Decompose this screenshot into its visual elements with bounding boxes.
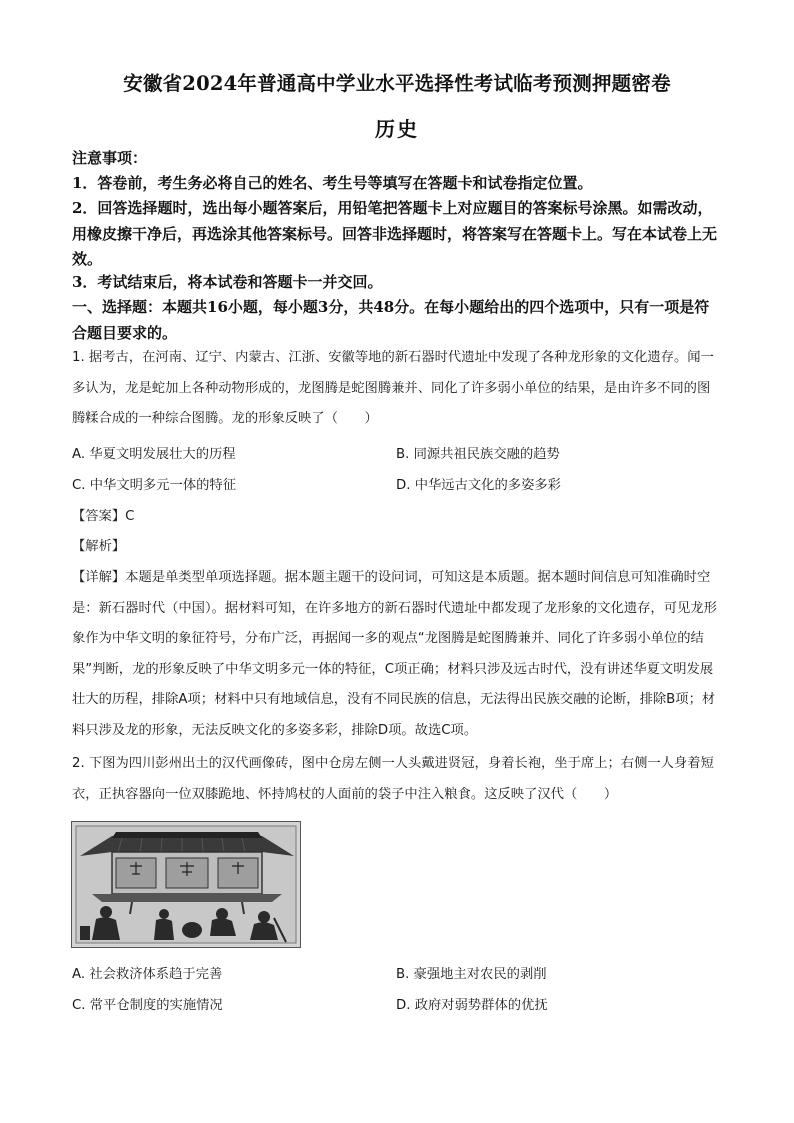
exam-title: 安徽省2024年普通高中学业水平选择性考试临考预测押题密卷	[123, 72, 671, 95]
section-heading: 一、选择题：本题共16小题，每小题3分，共48分。在每小题给出的四个选项中，只有一项是符合题目要求的。	[72, 298, 710, 342]
q2-option-b: B. 豪强地主对农民的剥削	[396, 967, 547, 982]
notice-item-2: 2．回答选择题时，选出每小题答案后，用铅笔把答题卡上对应题目的答案标号涂黑。如需改动，用橡皮擦干净后，再选涂其他答案标号。回答非选择题时，将答案写在答题卡上。写在本试卷上无效。	[72, 199, 718, 268]
notice-heading: 注意事项：	[72, 149, 148, 167]
q2-option-a: A. 社会救济体系趋于完善	[72, 967, 223, 982]
notice-item-3: 3．考试结束后，将本试卷和答题卡一并交回。	[72, 273, 383, 291]
q1-answer: 【答案】C	[72, 509, 135, 524]
q1-analysis-label: 【解析】	[72, 539, 126, 554]
q2-option-d: D. 政府对弱势群体的优抚	[396, 998, 548, 1013]
q2-option-c: C. 常平仓制度的实施情况	[72, 998, 223, 1013]
q1-option-c: C. 中华文明多元一体的特征	[72, 478, 237, 493]
question-2-stem: 2. 下图为四川彭州出土的汉代画像砖，图中仓房左侧一人头戴进贤冠，身着长袍，坐于席上；右侧一人身着短衣，正执容器向一位双膝跪地、怀持鸠杖的人面前的袋子中注入粮食。这反映了汉代（ ）	[72, 756, 714, 802]
question-1-stem: 1. 据考古，在河南、辽宁、内蒙古、江浙、安徽等地的新石器时代遗址中发现了各种龙形象的文化遗存。闻一多认为，龙是蛇加上各种动物形成的，龙图腾是蛇图腾兼并、同化了许多弱小单位的结果，是由许多不同的图腾糅合成的一种综合图腾。龙的形象反映了（ ）	[72, 350, 714, 426]
notice-item-1: 1．答卷前，考生务必将自己的姓名、考生号等填写在答题卡和试卷指定位置。	[72, 174, 593, 192]
q1-option-a: A. 华夏文明发展壮大的历程	[72, 447, 236, 462]
q1-detail: 【详解】本题是单类型单项选择题。据本题主题干的设问词，可知这是本质题。据本题时间信息可知准确时空是：新石器时代（中国）。据材料可知，在许多地方的新石器时代遗址中都发现了龙形象的文化遗存，可见龙形象作为中华文明的象征符号，分布广泛，再据闻一多的观点“龙图腾是蛇图腾兼并、同化了许多弱小单位的结果”判断，龙的形象反映了中华文明多元一体的特征，C项正确；材料只涉及远古时代，没有讲述华夏文明发展壮大的历程，排除A项；材料中只有地域信息，没有不同民族的信息，无法得出民族交融的论断，排除B项；材料只涉及龙的形象，无法反映文化的多姿多彩，排除D项。故选C项。	[72, 570, 717, 738]
han-brick-relief-image	[71, 821, 301, 948]
q1-option-d: D. 中华远古文化的多姿多彩	[396, 478, 561, 493]
subject-title: 历史	[375, 117, 419, 141]
q1-option-b: B. 同源共祖民族交融的趋势	[396, 447, 560, 462]
